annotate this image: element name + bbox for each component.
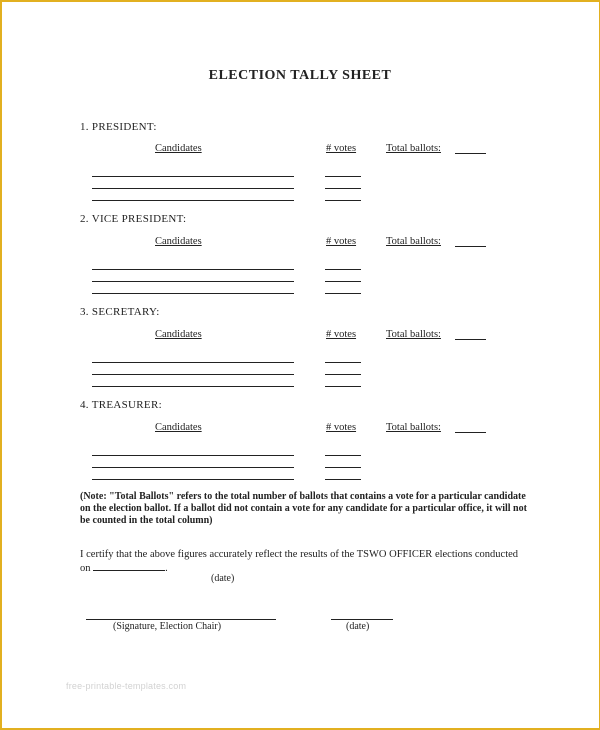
election-date-field[interactable]: [93, 561, 165, 571]
candidate-line[interactable]: [92, 374, 294, 375]
votes-line[interactable]: [325, 479, 361, 480]
candidate-line[interactable]: [92, 176, 294, 177]
candidate-line[interactable]: [92, 200, 294, 201]
header-total-ballots: Total ballots:: [386, 143, 441, 154]
signature-field[interactable]: [86, 619, 276, 620]
certification-period: .: [165, 563, 168, 574]
total-ballots-field[interactable]: [455, 153, 486, 154]
section-label-vice-president: 2. VICE PRESIDENT:: [80, 213, 187, 225]
header-votes: # votes: [326, 329, 357, 340]
votes-line[interactable]: [325, 281, 361, 282]
total-ballots-field[interactable]: [455, 432, 486, 433]
votes-line[interactable]: [325, 455, 361, 456]
election-date-label: (date): [211, 573, 235, 584]
votes-line[interactable]: [325, 374, 361, 375]
header-total-ballots: Total ballots:: [386, 329, 441, 340]
candidate-line[interactable]: [92, 467, 294, 468]
total-ballots-field[interactable]: [455, 339, 486, 340]
votes-line[interactable]: [325, 200, 361, 201]
signature-date-field[interactable]: [331, 619, 393, 620]
watermark-text: free-printable-templates.com: [66, 681, 187, 691]
header-candidates: Candidates: [155, 236, 202, 247]
candidate-line[interactable]: [92, 293, 294, 294]
section-label-secretary: 3. SECRETARY:: [80, 306, 160, 318]
votes-line[interactable]: [325, 176, 361, 177]
certification-statement: [80, 549, 530, 575]
header-votes: # votes: [326, 422, 357, 433]
votes-line[interactable]: [325, 386, 361, 387]
certification-text: I certify that the above figures accurately reflect the results of the TSWO OFFICER elections conducted on: [80, 549, 519, 574]
section-label-president: 1. PRESIDENT:: [80, 121, 157, 133]
header-total-ballots: Total ballots:: [386, 236, 441, 247]
candidate-line[interactable]: [92, 386, 294, 387]
header-candidates: Candidates: [155, 422, 202, 433]
section-label-treasurer: 4. TREASURER:: [80, 399, 162, 411]
votes-line[interactable]: [325, 269, 361, 270]
total-ballots-note: (Note: "Total Ballots" refers to the total number of ballots that contains a vote for a particular candidate on the election ballot. If a ballot did not contain a vote for any candidate for a particular office, it will not be counted in the total column): [80, 491, 527, 526]
votes-line[interactable]: [325, 362, 361, 363]
header-votes: # votes: [326, 143, 357, 154]
candidate-line[interactable]: [92, 281, 294, 282]
candidate-line[interactable]: [92, 269, 294, 270]
votes-line[interactable]: [325, 293, 361, 294]
header-votes: # votes: [326, 236, 357, 247]
total-ballots-field[interactable]: [455, 246, 486, 247]
header-candidates: Candidates: [155, 329, 202, 340]
signature-label: (Signature, Election Chair): [113, 621, 222, 632]
candidate-line[interactable]: [92, 362, 294, 363]
page-title: ELECTION TALLY SHEET: [208, 68, 392, 83]
header-candidates: Candidates: [155, 143, 202, 154]
header-total-ballots: Total ballots:: [386, 422, 441, 433]
signature-date-label: (date): [346, 621, 370, 632]
votes-line[interactable]: [325, 188, 361, 189]
candidate-line[interactable]: [92, 188, 294, 189]
candidate-line[interactable]: [92, 479, 294, 480]
candidate-line[interactable]: [92, 455, 294, 456]
votes-line[interactable]: [325, 467, 361, 468]
